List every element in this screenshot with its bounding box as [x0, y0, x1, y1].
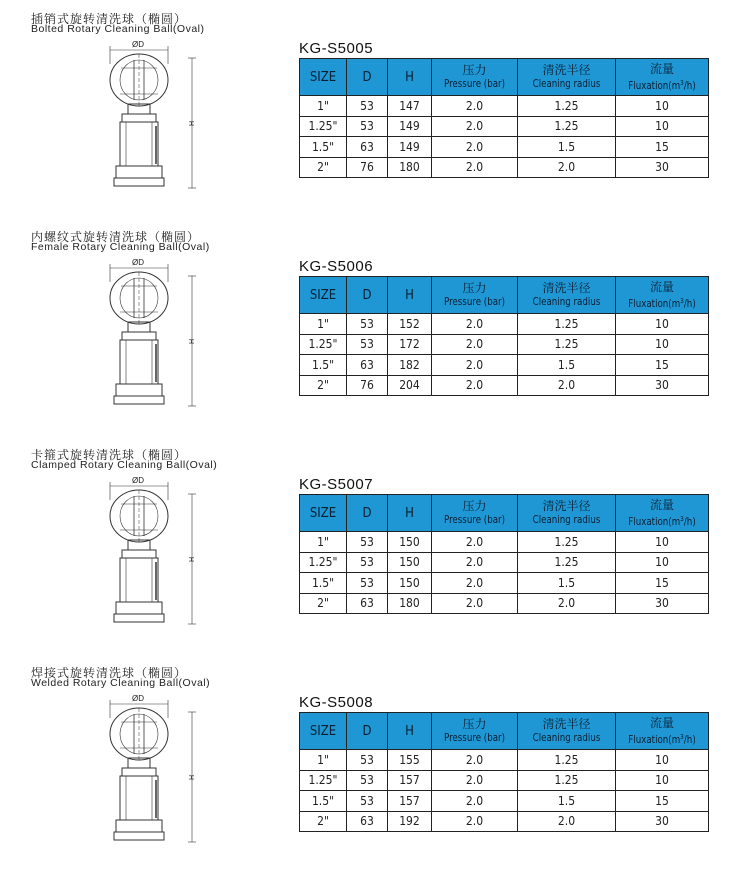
col-flux-en: [620, 76, 705, 93]
flux-unit-sup: 3: [680, 514, 684, 523]
cell-h: 147: [388, 96, 432, 117]
product-title-cn: 焊接式旋转清洗球（椭圆）: [31, 666, 188, 680]
col-h: H: [388, 495, 432, 532]
table-row: [300, 791, 709, 812]
col-size: SIZE: [300, 59, 347, 96]
product-title-cn: 卡箍式旋转清洗球（椭圆）: [31, 448, 188, 462]
flux-unit-pre: Fluxation(m: [628, 79, 681, 92]
cell-flux: 30: [616, 593, 709, 614]
cell-d: 63: [347, 811, 388, 832]
model-number: KG-S5008: [299, 694, 374, 711]
cell-h: 152: [388, 314, 432, 335]
cell-flux: 10: [616, 552, 709, 573]
cell-pressure: 2.0: [432, 552, 518, 573]
cell-h: 182: [388, 355, 432, 376]
cell-flux: 30: [616, 811, 709, 832]
cell-radius: 1.5: [518, 791, 616, 812]
cell-flux: 10: [616, 96, 709, 117]
col-pressure-cn: 压力: [462, 717, 487, 731]
product-section: [0, 0, 750, 218]
cell-size: 1.5": [300, 137, 347, 158]
cell-flux: 30: [616, 375, 709, 396]
cell-radius: 1.25: [518, 552, 616, 573]
cell-pressure: 2.0: [432, 791, 518, 812]
cell-h: 149: [388, 116, 432, 137]
cell-pressure: 2.0: [432, 770, 518, 791]
col-pressure-en: Pressure (bar): [443, 732, 506, 744]
cell-radius: 1.5: [518, 355, 616, 376]
cell-pressure: 2.0: [432, 355, 518, 376]
cell-h: 150: [388, 532, 432, 553]
col-size: SIZE: [300, 277, 347, 314]
col-flux-cn: 流量: [649, 61, 674, 76]
cell-pressure: 2.0: [432, 157, 518, 178]
cell-flux: 10: [616, 770, 709, 791]
cell-size: 1": [300, 532, 347, 553]
cell-radius: 1.25: [518, 96, 616, 117]
cell-d: 53: [347, 791, 388, 812]
flux-unit-post: /h): [683, 79, 696, 92]
col-flux: [616, 277, 709, 314]
table-row: [300, 375, 709, 396]
cell-pressure: 2.0: [432, 137, 518, 158]
cell-radius: 1.5: [518, 137, 616, 158]
cell-flux: 10: [616, 116, 709, 137]
col-flux-en: [620, 730, 705, 747]
col-h: H: [388, 277, 432, 314]
table-row: [300, 137, 709, 158]
col-pressure: [432, 495, 518, 532]
cell-size: 1.25": [300, 334, 347, 355]
table-row: [300, 334, 709, 355]
cell-pressure: 2.0: [432, 573, 518, 594]
cell-flux: 30: [616, 157, 709, 178]
height-label: H: [189, 338, 196, 344]
cell-d: 76: [347, 157, 388, 178]
col-flux-en: [620, 512, 705, 529]
cell-h: 150: [388, 552, 432, 573]
cell-pressure: 2.0: [432, 116, 518, 137]
flux-unit-sup: 3: [680, 78, 684, 87]
model-number: KG-S5005: [299, 40, 374, 57]
table-header-row: [300, 495, 709, 532]
cell-radius: 2.0: [518, 593, 616, 614]
col-radius: [518, 277, 616, 314]
table-row: [300, 573, 709, 594]
table-row: [300, 750, 709, 771]
cell-pressure: 2.0: [432, 811, 518, 832]
cell-flux: 15: [616, 791, 709, 812]
diameter-label: ØD: [132, 258, 144, 267]
col-radius-cn: 清洗半径: [542, 63, 591, 77]
col-flux: [616, 713, 709, 750]
cell-size: 1.5": [300, 355, 347, 376]
product-title-cn: 内螺纹式旋转清洗球（椭圆）: [31, 230, 201, 244]
cell-radius: 1.25: [518, 116, 616, 137]
cell-radius: 1.5: [518, 573, 616, 594]
spec-table: [299, 494, 709, 614]
col-pressure-cn: 压力: [462, 281, 487, 295]
cell-d: 53: [347, 532, 388, 553]
cell-flux: 10: [616, 750, 709, 771]
table-header-row: [300, 277, 709, 314]
col-flux-cn: 流量: [649, 715, 674, 730]
col-h: H: [388, 713, 432, 750]
cell-pressure: 2.0: [432, 314, 518, 335]
cell-radius: 1.25: [518, 532, 616, 553]
flux-unit-pre: Fluxation(m: [628, 297, 681, 310]
product-section: [0, 436, 750, 654]
product-title-en: Bolted Rotary Cleaning Ball(Oval): [31, 23, 205, 35]
cell-h: 149: [388, 137, 432, 158]
cell-d: 53: [347, 573, 388, 594]
table-header-row: [300, 59, 709, 96]
cell-pressure: 2.0: [432, 96, 518, 117]
col-size: SIZE: [300, 713, 347, 750]
col-d: D: [347, 495, 388, 532]
cell-d: 53: [347, 750, 388, 771]
cell-d: 63: [347, 355, 388, 376]
model-number: KG-S5006: [299, 258, 374, 275]
cell-flux: 10: [616, 314, 709, 335]
cell-size: 1": [300, 96, 347, 117]
cell-h: 180: [388, 157, 432, 178]
diameter-label: ØD: [132, 476, 144, 485]
col-d: D: [347, 713, 388, 750]
cell-d: 76: [347, 375, 388, 396]
product-title-en: Female Rotary Cleaning Ball(Oval): [31, 241, 210, 253]
cell-h: 150: [388, 573, 432, 594]
model-number: KG-S5007: [299, 476, 374, 493]
cell-size: 1": [300, 314, 347, 335]
cell-flux: 10: [616, 334, 709, 355]
table-row: [300, 593, 709, 614]
cell-d: 53: [347, 116, 388, 137]
cell-size: 1": [300, 750, 347, 771]
table-row: [300, 157, 709, 178]
cleaning-ball-drawing: [92, 38, 212, 218]
col-pressure: [432, 277, 518, 314]
cell-h: 204: [388, 375, 432, 396]
cell-size: 1.5": [300, 573, 347, 594]
cell-radius: 2.0: [518, 375, 616, 396]
col-d: D: [347, 277, 388, 314]
cell-pressure: 2.0: [432, 593, 518, 614]
spec-table: [299, 58, 709, 178]
cell-pressure: 2.0: [432, 532, 518, 553]
cell-flux: 15: [616, 355, 709, 376]
cell-radius: 2.0: [518, 811, 616, 832]
cell-size: 2": [300, 375, 347, 396]
col-flux-cn: 流量: [649, 497, 674, 512]
cell-radius: 1.25: [518, 770, 616, 791]
col-pressure-en: Pressure (bar): [443, 296, 506, 308]
cell-h: 172: [388, 334, 432, 355]
cell-h: 192: [388, 811, 432, 832]
cell-radius: 1.25: [518, 314, 616, 335]
cell-pressure: 2.0: [432, 750, 518, 771]
cell-d: 63: [347, 593, 388, 614]
flux-unit-pre: Fluxation(m: [628, 733, 681, 746]
cell-d: 63: [347, 137, 388, 158]
table-row: [300, 811, 709, 832]
cell-pressure: 2.0: [432, 375, 518, 396]
col-flux-en: [620, 294, 705, 311]
cell-radius: 1.25: [518, 750, 616, 771]
col-radius-cn: 清洗半径: [542, 499, 591, 513]
cell-size: 2": [300, 593, 347, 614]
cell-h: 157: [388, 791, 432, 812]
product-title-en: Clamped Rotary Cleaning Ball(Oval): [31, 459, 218, 471]
cell-size: 1.5": [300, 791, 347, 812]
col-radius-en: Cleaning radius: [532, 78, 601, 90]
diameter-label: ØD: [132, 694, 144, 703]
cell-size: 1.25": [300, 116, 347, 137]
col-pressure-en: Pressure (bar): [443, 514, 506, 526]
product-title-en: Welded Rotary Cleaning Ball(Oval): [31, 677, 211, 689]
cell-flux: 15: [616, 137, 709, 158]
product-section: [0, 654, 750, 872]
cell-size: 1.25": [300, 770, 347, 791]
col-pressure-cn: 压力: [462, 63, 487, 77]
col-flux: [616, 495, 709, 532]
cell-h: 155: [388, 750, 432, 771]
col-flux: [616, 59, 709, 96]
cell-flux: 10: [616, 532, 709, 553]
cell-d: 53: [347, 334, 388, 355]
table-header-row: [300, 713, 709, 750]
flux-unit-sup: 3: [680, 732, 684, 741]
table-row: [300, 770, 709, 791]
cell-radius: 2.0: [518, 157, 616, 178]
col-h: H: [388, 59, 432, 96]
table-row: [300, 532, 709, 553]
cell-size: 1.25": [300, 552, 347, 573]
col-d: D: [347, 59, 388, 96]
col-pressure: [432, 713, 518, 750]
flux-unit-post: /h): [683, 733, 696, 746]
height-label: H: [189, 556, 196, 562]
table-row: [300, 116, 709, 137]
spec-table: [299, 712, 709, 832]
cleaning-ball-drawing: [92, 692, 212, 872]
cell-size: 2": [300, 157, 347, 178]
diameter-label: ØD: [132, 40, 144, 49]
flux-unit-pre: Fluxation(m: [628, 515, 681, 528]
cell-radius: 1.25: [518, 334, 616, 355]
cleaning-ball-drawing: [92, 474, 212, 654]
col-pressure: [432, 59, 518, 96]
cell-d: 53: [347, 314, 388, 335]
col-pressure-en: Pressure (bar): [443, 78, 506, 90]
flux-unit-post: /h): [683, 515, 696, 528]
col-flux-cn: 流量: [649, 279, 674, 294]
col-pressure-cn: 压力: [462, 499, 487, 513]
height-label: H: [189, 120, 196, 126]
cell-h: 180: [388, 593, 432, 614]
col-radius-cn: 清洗半径: [542, 281, 591, 295]
cell-h: 157: [388, 770, 432, 791]
cell-pressure: 2.0: [432, 334, 518, 355]
cell-d: 53: [347, 552, 388, 573]
table-row: [300, 355, 709, 376]
cell-size: 2": [300, 811, 347, 832]
table-row: [300, 552, 709, 573]
col-radius-cn: 清洗半径: [542, 717, 591, 731]
col-radius: [518, 59, 616, 96]
cleaning-ball-drawing: [92, 256, 212, 436]
col-radius: [518, 495, 616, 532]
col-size: SIZE: [300, 495, 347, 532]
col-radius-en: Cleaning radius: [532, 732, 601, 744]
product-section: [0, 218, 750, 436]
flux-unit-post: /h): [683, 297, 696, 310]
col-radius-en: Cleaning radius: [532, 296, 601, 308]
table-row: [300, 314, 709, 335]
height-label: H: [189, 774, 196, 780]
col-radius-en: Cleaning radius: [532, 514, 601, 526]
cell-flux: 15: [616, 573, 709, 594]
flux-unit-sup: 3: [680, 296, 684, 305]
product-title-cn: 插销式旋转清洗球（椭圆）: [31, 12, 188, 26]
table-row: [300, 96, 709, 117]
spec-table: [299, 276, 709, 396]
cell-d: 53: [347, 770, 388, 791]
col-radius: [518, 713, 616, 750]
cell-d: 53: [347, 96, 388, 117]
